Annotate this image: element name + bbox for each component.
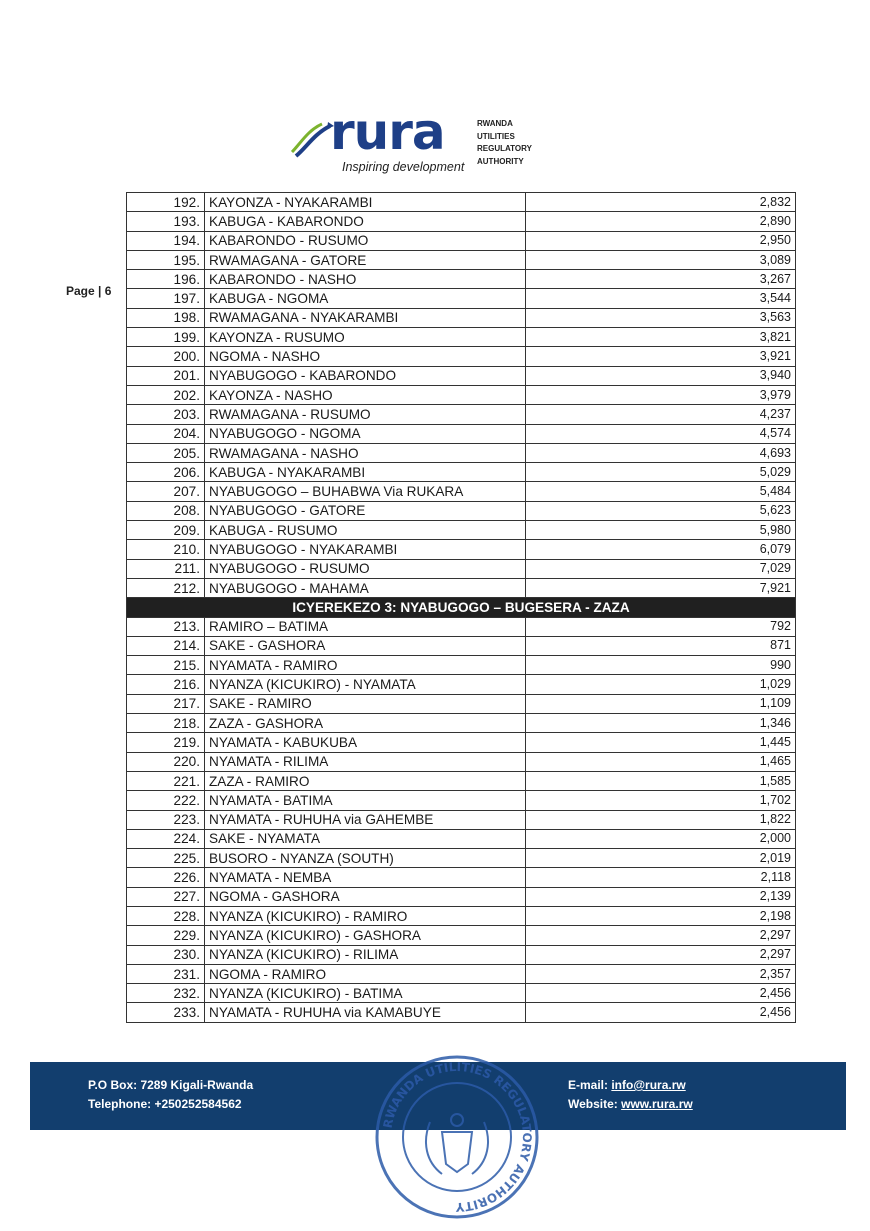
route-cell: SAKE - GASHORA <box>205 636 526 655</box>
table-row <box>127 559 796 578</box>
route-cell: NYAMATA - RAMIRO <box>205 656 526 675</box>
fare-cell: 2,890 <box>526 212 796 231</box>
fare-cell: 5,029 <box>526 463 796 482</box>
authority-line: RWANDA <box>477 119 513 128</box>
table-row <box>127 250 796 269</box>
fare-cell: 2,000 <box>526 829 796 848</box>
route-cell: NYAMATA - KABUKUBA <box>205 733 526 752</box>
fare-cell: 3,979 <box>526 385 796 404</box>
telephone: Telephone: +250252584562 <box>88 1097 242 1111</box>
table-row <box>127 984 796 1003</box>
fare-cell: 4,693 <box>526 443 796 462</box>
route-cell: NYAMATA - NEMBA <box>205 868 526 887</box>
route-cell: RWAMAGANA - RUSUMO <box>205 405 526 424</box>
table-row <box>127 636 796 655</box>
fare-cell: 2,019 <box>526 849 796 868</box>
row-number-cell: 211. <box>127 559 205 578</box>
fare-cell: 3,821 <box>526 328 796 347</box>
route-cell: KABUGA - NYAKARAMBI <box>205 463 526 482</box>
authority-line: AUTHORITY <box>477 156 524 166</box>
row-number-cell: 200. <box>127 347 205 366</box>
row-number-cell: 212. <box>127 578 205 597</box>
route-cell: NYAMATA - RUHUHA via KAMABUYE <box>205 1003 526 1022</box>
fare-cell: 2,456 <box>526 984 796 1003</box>
table-row <box>127 578 796 597</box>
row-number-cell: 194. <box>127 231 205 250</box>
route-cell: NYABUGOGO - MAHAMA <box>205 578 526 597</box>
table-row <box>127 810 796 829</box>
fare-cell: 2,832 <box>526 193 796 212</box>
svg-text:RWANDA UTILITIES REGULATORY AU: RWANDA UTILITIES REGULATORY AUTHORITY <box>380 1059 535 1215</box>
table-row <box>127 926 796 945</box>
section-header-row <box>127 598 796 617</box>
row-number-cell: 220. <box>127 752 205 771</box>
route-cell: NYABUGOGO – BUHABWA Via RUKARA <box>205 482 526 501</box>
route-cell: KABUGA - RUSUMO <box>205 521 526 540</box>
fare-cell: 7,921 <box>526 578 796 597</box>
table-row <box>127 906 796 925</box>
row-number-cell: 229. <box>127 926 205 945</box>
fare-cell: 2,118 <box>526 868 796 887</box>
row-number-cell: 223. <box>127 810 205 829</box>
table-row <box>127 733 796 752</box>
route-cell: NYAMATA - RUHUHA via GAHEMBE <box>205 810 526 829</box>
fare-cell: 4,574 <box>526 424 796 443</box>
row-number-cell: 208. <box>127 501 205 520</box>
email-line <box>568 1076 693 1095</box>
route-cell: KAYONZA - NASHO <box>205 385 526 404</box>
route-cell: NYABUGOGO - GATORE <box>205 501 526 520</box>
row-number-cell: 205. <box>127 443 205 462</box>
row-number-cell: 226. <box>127 868 205 887</box>
table-row <box>127 308 796 327</box>
logo-wordmark: rura <box>330 103 445 161</box>
fare-cell: 3,544 <box>526 289 796 308</box>
table-row <box>127 521 796 540</box>
fare-cell: 2,297 <box>526 926 796 945</box>
table-row <box>127 193 796 212</box>
fare-cell: 1,445 <box>526 733 796 752</box>
route-cell: BUSORO - NYANZA (SOUTH) <box>205 849 526 868</box>
rura-logo <box>286 104 546 182</box>
table-row <box>127 482 796 501</box>
route-cell: NYANZA (KICUKIRO) - BATIMA <box>205 984 526 1003</box>
fare-cell: 1,822 <box>526 810 796 829</box>
row-number-cell: 210. <box>127 540 205 559</box>
fare-table-section <box>127 598 796 617</box>
table-row <box>127 328 796 347</box>
row-number-cell: 227. <box>127 887 205 906</box>
row-number-cell: 231. <box>127 964 205 983</box>
website-link[interactable]: www.rura.rw <box>621 1097 693 1111</box>
page-number-label: Page | 6 <box>66 284 112 298</box>
fare-cell: 2,297 <box>526 945 796 964</box>
row-number-cell: 217. <box>127 694 205 713</box>
fare-cell: 7,029 <box>526 559 796 578</box>
route-cell: NYAMATA - RILIMA <box>205 752 526 771</box>
route-cell: KABUGA - NGOMA <box>205 289 526 308</box>
fare-cell: 3,921 <box>526 347 796 366</box>
route-cell: NGOMA - GASHORA <box>205 887 526 906</box>
row-number-cell: 199. <box>127 328 205 347</box>
route-cell: NGOMA - NASHO <box>205 347 526 366</box>
row-number-cell: 221. <box>127 771 205 790</box>
row-number-cell: 232. <box>127 984 205 1003</box>
route-cell: RWAMAGANA - NYAKARAMBI <box>205 308 526 327</box>
route-cell: RAMIRO – BATIMA <box>205 617 526 636</box>
fare-cell: 3,089 <box>526 250 796 269</box>
row-number-cell: 193. <box>127 212 205 231</box>
table-row <box>127 443 796 462</box>
row-number-cell: 213. <box>127 617 205 636</box>
fare-cell: 2,456 <box>526 1003 796 1022</box>
route-cell: NYANZA (KICUKIRO) - NYAMATA <box>205 675 526 694</box>
table-row <box>127 887 796 906</box>
row-number-cell: 203. <box>127 405 205 424</box>
table-row <box>127 829 796 848</box>
logo-tagline: Inspiring development <box>342 160 465 174</box>
row-number-cell: 206. <box>127 463 205 482</box>
table-row <box>127 289 796 308</box>
fare-cell: 5,623 <box>526 501 796 520</box>
footer-contact-left <box>88 1076 253 1114</box>
table-row <box>127 714 796 733</box>
route-cell: NGOMA - RAMIRO <box>205 964 526 983</box>
row-number-cell: 228. <box>127 906 205 925</box>
table-row <box>127 694 796 713</box>
fare-cell: 2,950 <box>526 231 796 250</box>
route-cell: NYANZA (KICUKIRO) - RAMIRO <box>205 906 526 925</box>
authority-line: UTILITIES <box>477 131 515 141</box>
route-cell: SAKE - RAMIRO <box>205 694 526 713</box>
row-number-cell: 207. <box>127 482 205 501</box>
row-number-cell: 197. <box>127 289 205 308</box>
table-row <box>127 540 796 559</box>
fare-cell: 1,465 <box>526 752 796 771</box>
table-row <box>127 849 796 868</box>
row-number-cell: 201. <box>127 366 205 385</box>
table-row <box>127 212 796 231</box>
route-cell: KABUGA - KABARONDO <box>205 212 526 231</box>
table-row <box>127 964 796 983</box>
table-row <box>127 501 796 520</box>
fare-cell: 3,940 <box>526 366 796 385</box>
row-number-cell: 202. <box>127 385 205 404</box>
route-cell: NYANZA (KICUKIRO) - RILIMA <box>205 945 526 964</box>
row-number-cell: 214. <box>127 636 205 655</box>
website-label: Website: <box>568 1097 622 1111</box>
website-line <box>568 1095 693 1114</box>
table-row <box>127 424 796 443</box>
table-row <box>127 868 796 887</box>
fare-table-body-top <box>127 193 796 598</box>
row-number-cell: 192. <box>127 193 205 212</box>
fare-cell: 1,702 <box>526 791 796 810</box>
row-number-cell: 222. <box>127 791 205 810</box>
email-link[interactable]: info@rura.rw <box>611 1078 686 1092</box>
fare-cell: 1,029 <box>526 675 796 694</box>
email-label: E-mail: <box>568 1078 612 1092</box>
table-row <box>127 617 796 636</box>
fare-cell: 871 <box>526 636 796 655</box>
row-number-cell: 219. <box>127 733 205 752</box>
fare-cell: 4,237 <box>526 405 796 424</box>
route-cell: ZAZA - RAMIRO <box>205 771 526 790</box>
footer-contact-right <box>568 1076 693 1114</box>
section-title: ICYEREKEZO 3: NYABUGOGO – BUGESERA - ZAZA <box>127 598 796 617</box>
row-number-cell: 196. <box>127 270 205 289</box>
row-number-cell: 198. <box>127 308 205 327</box>
fare-table <box>126 192 796 1023</box>
table-row <box>127 752 796 771</box>
fare-cell: 3,267 <box>526 270 796 289</box>
table-row <box>127 791 796 810</box>
table-row <box>127 270 796 289</box>
route-cell: KAYONZA - NYAKARAMBI <box>205 193 526 212</box>
fare-cell: 2,139 <box>526 887 796 906</box>
route-cell: RWAMAGANA - GATORE <box>205 250 526 269</box>
table-row <box>127 656 796 675</box>
route-cell: KABARONDO - RUSUMO <box>205 231 526 250</box>
table-row <box>127 347 796 366</box>
authority-name <box>477 118 532 168</box>
route-cell: NYABUGOGO - NGOMA <box>205 424 526 443</box>
row-number-cell: 204. <box>127 424 205 443</box>
route-cell: NYABUGOGO - KABARONDO <box>205 366 526 385</box>
row-number-cell: 225. <box>127 849 205 868</box>
fare-table-body-bottom <box>127 617 796 1022</box>
table-row <box>127 945 796 964</box>
row-number-cell: 216. <box>127 675 205 694</box>
row-number-cell: 215. <box>127 656 205 675</box>
route-cell: NYABUGOGO - RUSUMO <box>205 559 526 578</box>
fare-cell: 1,585 <box>526 771 796 790</box>
fare-cell: 5,484 <box>526 482 796 501</box>
table-row <box>127 385 796 404</box>
table-row <box>127 366 796 385</box>
row-number-cell: 209. <box>127 521 205 540</box>
fare-cell: 2,357 <box>526 964 796 983</box>
fare-cell: 1,346 <box>526 714 796 733</box>
row-number-cell: 230. <box>127 945 205 964</box>
row-number-cell: 233. <box>127 1003 205 1022</box>
fare-cell: 792 <box>526 617 796 636</box>
fare-cell: 5,980 <box>526 521 796 540</box>
authority-line: REGULATORY <box>477 144 532 153</box>
row-number-cell: 224. <box>127 829 205 848</box>
table-row <box>127 771 796 790</box>
route-cell: KABARONDO - NASHO <box>205 270 526 289</box>
table-row <box>127 463 796 482</box>
table-row <box>127 1003 796 1022</box>
fare-cell: 3,563 <box>526 308 796 327</box>
row-number-cell: 218. <box>127 714 205 733</box>
route-cell: SAKE - NYAMATA <box>205 829 526 848</box>
official-stamp-icon <box>372 1052 542 1222</box>
fare-cell: 2,198 <box>526 906 796 925</box>
table-row <box>127 675 796 694</box>
fare-cell: 990 <box>526 656 796 675</box>
route-cell: KAYONZA - RUSUMO <box>205 328 526 347</box>
route-cell: ZAZA - GASHORA <box>205 714 526 733</box>
route-cell: RWAMAGANA - NASHO <box>205 443 526 462</box>
route-cell: NYANZA (KICUKIRO) - GASHORA <box>205 926 526 945</box>
table-row <box>127 405 796 424</box>
route-cell: NYAMATA - BATIMA <box>205 791 526 810</box>
table-row <box>127 231 796 250</box>
row-number-cell: 195. <box>127 250 205 269</box>
fare-cell: 6,079 <box>526 540 796 559</box>
fare-cell: 1,109 <box>526 694 796 713</box>
route-cell: NYABUGOGO - NYAKARAMBI <box>205 540 526 559</box>
po-box: P.O Box: 7289 Kigali-Rwanda <box>88 1078 254 1092</box>
